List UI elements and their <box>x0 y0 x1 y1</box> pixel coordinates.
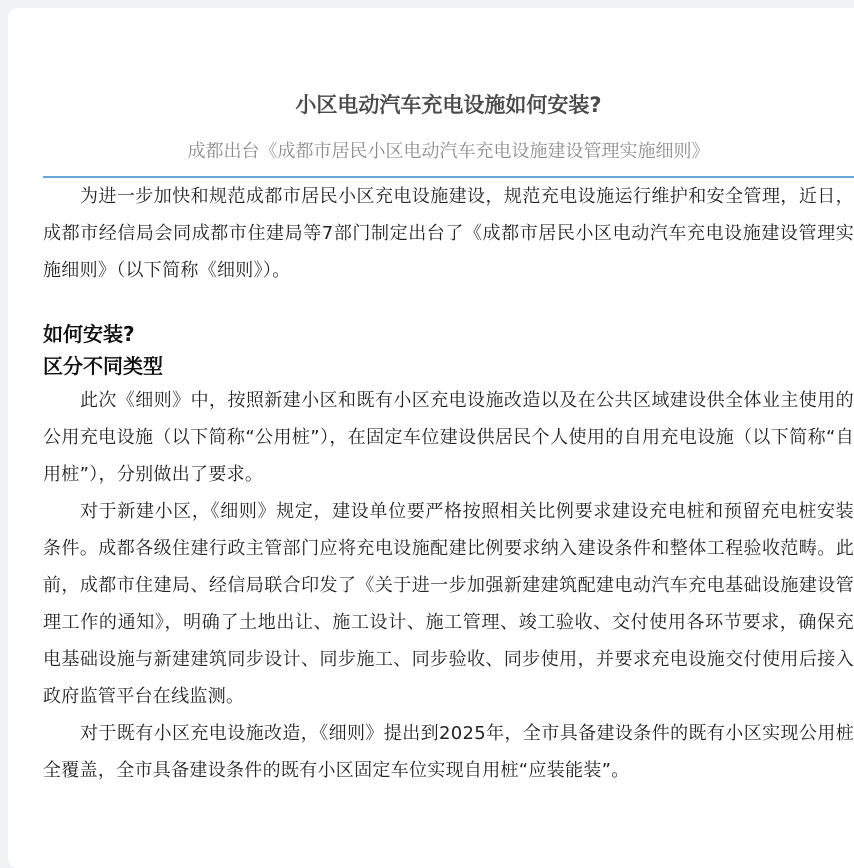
intro-paragraph: 为进一步加快和规范成都市居民小区充电设施建设，规范充电设施运行维护和安全管理，近日，成都市经信局会同成都市住建局等7部门制定出台了《成都市居民小区电动汽车充电设施建设管理实施细则》（以下简称《细则》）。 <box>43 186 854 281</box>
body-paragraph: 此次《细则》中，按照新建小区和既有小区充电设施改造以及在公共区域建设供全体业主使用的公用充电设施（以下简称“公用桩”），在固定车位建设供居民个人使用的自用充电设施（以下简称“自用桩”），分别做出了要求。 <box>43 390 854 485</box>
section-heading <box>43 318 854 382</box>
article-subtitle: 成都出台《成都市居民小区电动汽车充电设施建设管理实施细则》 <box>187 141 710 162</box>
article-content <box>43 8 854 789</box>
article-card <box>8 8 854 868</box>
body-paragraph: 对于既有小区充电设施改造，《细则》提出到2025年，全市具备建设条件的既有小区实现公用桩全覆盖，全市具备建设条件的既有小区固定车位实现自用桩“应装能装”。 <box>43 723 854 781</box>
body-paragraph: 对于新建小区，《细则》规定，建设单位要严格按照相关比例要求建设充电桩和预留充电桩安装条件。成都各级住建行政主管部门应将充电设施配建比例要求纳入建设条件和整体工程验收范畴。此前，成都市住建局、经信局联合印发了《关于进一步加强新建建筑配建电动汽车充电基础设施建设管理工作的通知》，明确了土地出让、施工设计、施工管理、竣工验收、交付使用各环节要求，确保充电基础设施与新建建筑同步设计、同步施工、同步验收、同步使用，并要求充电设施交付使用后接入政府监管平台在线监测。 <box>43 501 854 707</box>
section-heading-line-2: 区分不同类型 <box>43 354 163 378</box>
section-heading-line-1: 如何安装? <box>43 322 135 346</box>
article-title: 小区电动汽车充电设施如何安装? <box>295 93 602 117</box>
